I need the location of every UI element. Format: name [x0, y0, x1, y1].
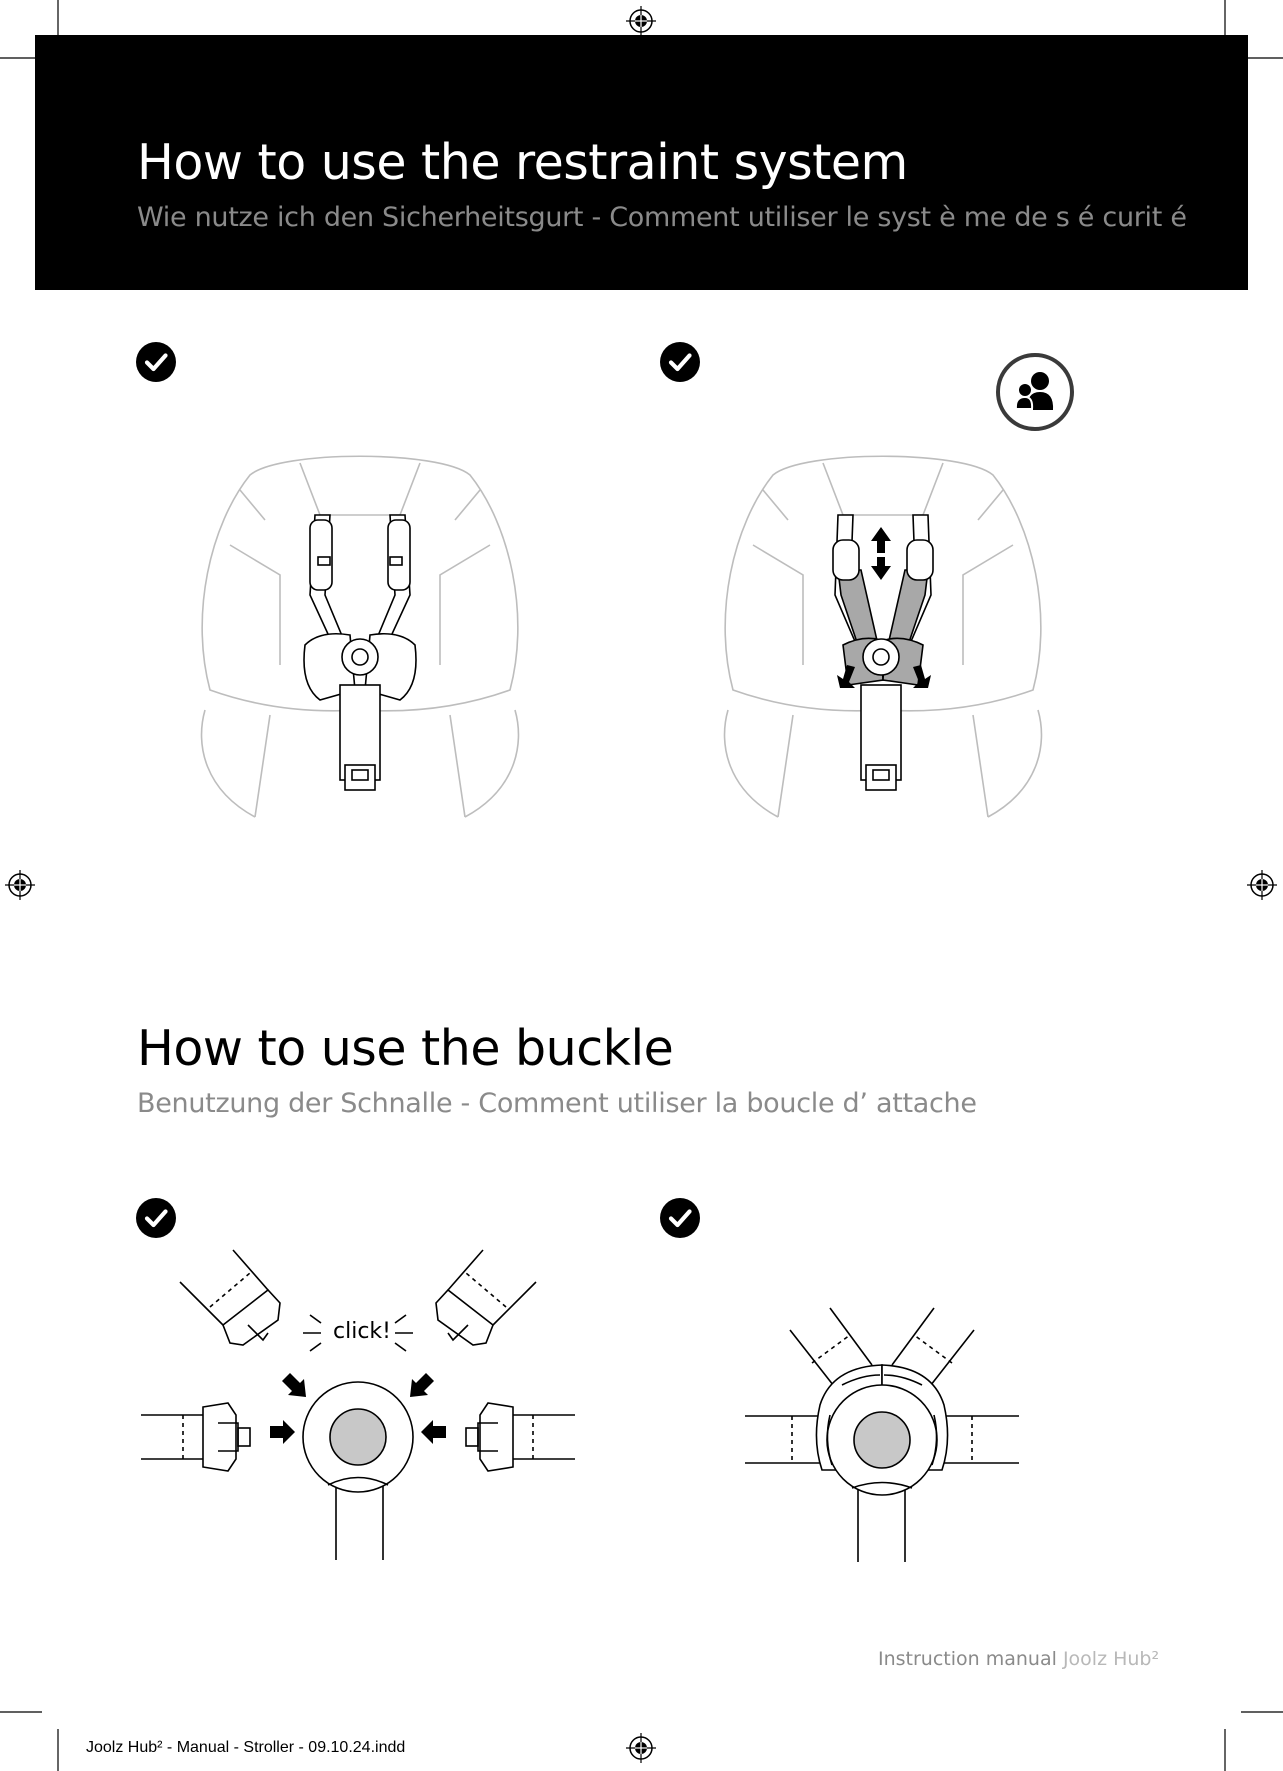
registration-mark-icon — [626, 6, 656, 36]
seat-harness-adjust-illustration — [713, 445, 1053, 820]
check-circle-icon — [136, 1198, 176, 1238]
click-label: click! — [333, 1319, 391, 1344]
section-subtitle-buckle: Benutzung der Schnalle - Comment utiliser la boucle d’ attache — [137, 1088, 977, 1119]
product-label: Joolz Hub² — [1062, 1648, 1160, 1670]
check-circle-icon — [660, 1198, 700, 1238]
registration-mark-icon — [626, 1733, 656, 1763]
buckle-closed-illustration — [742, 1305, 1022, 1570]
check-circle-icon — [660, 342, 700, 382]
footer-manual-label — [878, 1648, 1159, 1670]
buckle-open-illustration — [138, 1245, 578, 1565]
file-slug: Joolz Hub² - Manual - Stroller - 09.10.24.indd — [86, 1739, 406, 1756]
page-subtitle: Wie nutze ich den Sicherheitsgurt - Comment utiliser le syst è me de s é curit é — [137, 202, 1187, 233]
registration-mark-icon — [5, 870, 35, 900]
manual-label: Instruction manual — [878, 1648, 1057, 1670]
section-title-buckle: How to use the buckle — [137, 1020, 674, 1077]
seat-harness-illustration — [190, 445, 530, 820]
page-title: How to use the restraint system — [137, 134, 908, 191]
registration-mark-icon — [1247, 870, 1277, 900]
check-circle-icon — [136, 342, 176, 382]
adult-assist-icon — [995, 352, 1075, 432]
